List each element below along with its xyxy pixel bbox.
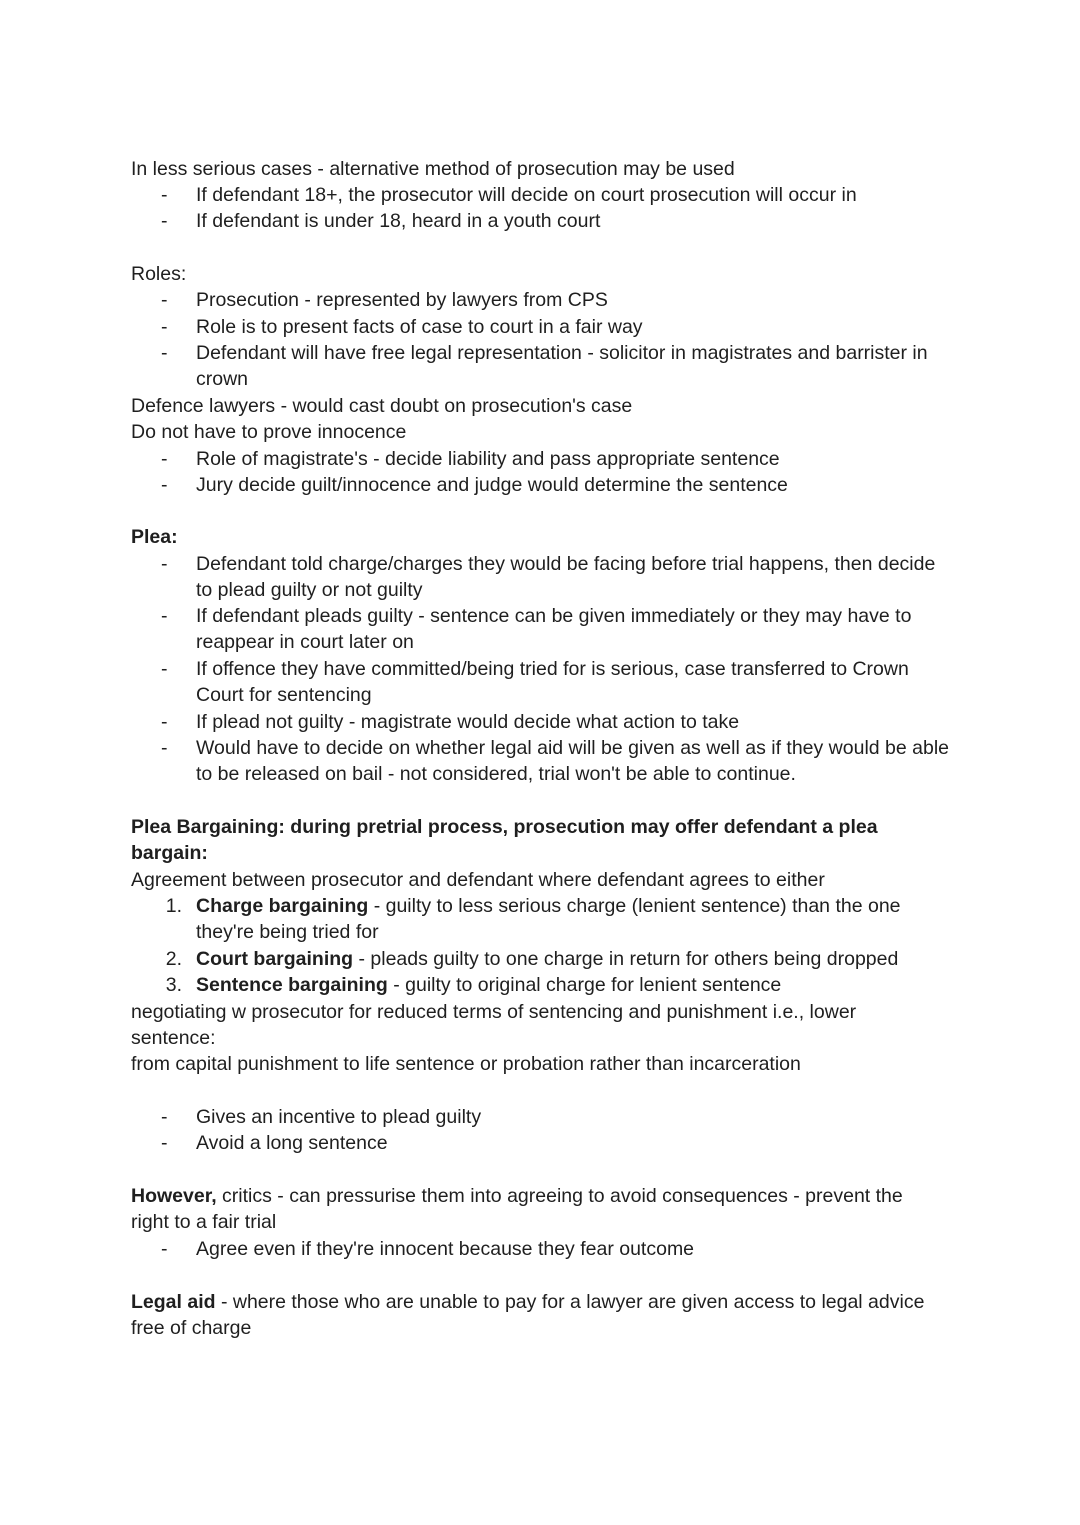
bargain-bullet-1: Gives an incentive to plead guilty <box>196 1106 482 1128</box>
bullet-dash: - <box>161 553 168 575</box>
from-line: from capital punishment to life sentence or probation rather than incarceration <box>131 1053 801 1075</box>
bullet-dash: - <box>161 316 168 338</box>
bargain-desc: - pleads guilty to one charge in return for others being dropped <box>353 948 899 970</box>
bargaining-heading <box>131 814 931 867</box>
bargain-item-3 <box>196 972 956 998</box>
plea-bullet-2: If defendant pleads guilty - sentence can be given immediately or they may have to reappear in court later on <box>196 605 912 654</box>
intro-bullet-2: If defendant is under 18, heard in a youth court <box>196 210 601 232</box>
however-text: critics - can pressurise them into agreeing to avoid consequences - prevent the right to a fair trial <box>131 1185 903 1234</box>
plea-bullet-5: Would have to decide on whether legal aid will be given as well as if they would be able to be released on bail - not considered, trial won't be able to continue. <box>196 737 950 786</box>
bargain-term: Court bargaining <box>196 948 354 970</box>
bargain-term: Charge bargaining <box>196 895 369 917</box>
bullet-dash: - <box>161 448 168 470</box>
plea-bullet-4: If plead not guilty - magistrate would decide what action to take <box>196 711 740 733</box>
bullet-dash: - <box>161 1106 168 1128</box>
plea-bullet-3: If offence they have committed/being tried for is serious, case transferred to Crown Court for sentencing <box>196 658 909 707</box>
bargain-item-2 <box>196 946 956 972</box>
roles-bullet-3: Defendant will have free legal representation - solicitor in magistrates and barrister in crown <box>196 342 928 391</box>
list-number: 3. <box>165 974 182 996</box>
bullet-dash: - <box>161 289 168 311</box>
agreement-line: Agreement between prosecutor and defendant where defendant agrees to either <box>131 869 825 891</box>
bargaining-heading-text: Plea Bargaining: during pretrial process, prosecution may offer defendant a plea bargain: <box>131 816 878 865</box>
bullet-dash: - <box>161 605 168 627</box>
list-number: 2. <box>165 948 182 970</box>
legal-aid-text: - where those who are unable to pay for a lawyer are given access to legal advice free of charge <box>131 1291 925 1340</box>
intro-line: In less serious cases - alternative method of prosecution may be used <box>131 158 735 180</box>
roles-bullet-2: Role is to present facts of case to court in a fair way <box>196 316 643 338</box>
bullet-dash: - <box>161 737 168 759</box>
roles-bullet-5: Jury decide guilt/innocence and judge would determine the sentence <box>196 474 788 496</box>
bargain-item-1 <box>196 893 956 946</box>
however-bullet: Agree even if they're innocent because they fear outcome <box>196 1238 695 1260</box>
bargain-desc: - guilty to less serious charge (lenient sentence) than the one they're being tried for <box>196 895 901 944</box>
bullet-dash: - <box>161 1238 168 1260</box>
roles-bullet-1: Prosecution - represented by lawyers from CPS <box>196 289 608 311</box>
innocence-line: Do not have to prove innocence <box>131 421 407 443</box>
roles-bullet-4: Role of magistrate's - decide liability and pass appropriate sentence <box>196 448 780 470</box>
however-paragraph <box>131 1183 931 1236</box>
bullet-dash: - <box>161 711 168 733</box>
bullet-dash: - <box>161 342 168 364</box>
legal-aid-paragraph <box>131 1289 961 1342</box>
roles-heading: Roles: <box>131 263 187 285</box>
intro-bullet-1: If defendant 18+, the prosecutor will decide on court prosecution will occur in <box>196 184 857 206</box>
plea-heading <box>131 524 961 550</box>
bargain-term: Sentence bargaining <box>196 974 388 996</box>
defence-line: Defence lawyers - would cast doubt on prosecution's case <box>131 395 633 417</box>
bullet-dash: - <box>161 184 168 206</box>
negotiating-line: negotiating w prosecutor for reduced terms of sentencing and punishment i.e., lower sentence: <box>131 1001 857 1050</box>
legal-aid-bold: Legal aid <box>131 1291 216 1313</box>
bullet-dash: - <box>161 210 168 232</box>
plea-heading-text: Plea: <box>131 526 178 548</box>
bullet-dash: - <box>161 474 168 496</box>
list-number: 1. <box>165 895 182 917</box>
bargain-desc: - guilty to original charge for lenient sentence <box>387 974 782 996</box>
bullet-dash: - <box>161 658 168 680</box>
bargain-bullet-2: Avoid a long sentence <box>196 1132 388 1154</box>
however-bold: However, <box>131 1185 217 1207</box>
plea-bullet-1: Defendant told charge/charges they would be facing before trial happens, then decide to plead guilty or not guilty <box>196 553 936 602</box>
bullet-dash: - <box>161 1132 168 1154</box>
